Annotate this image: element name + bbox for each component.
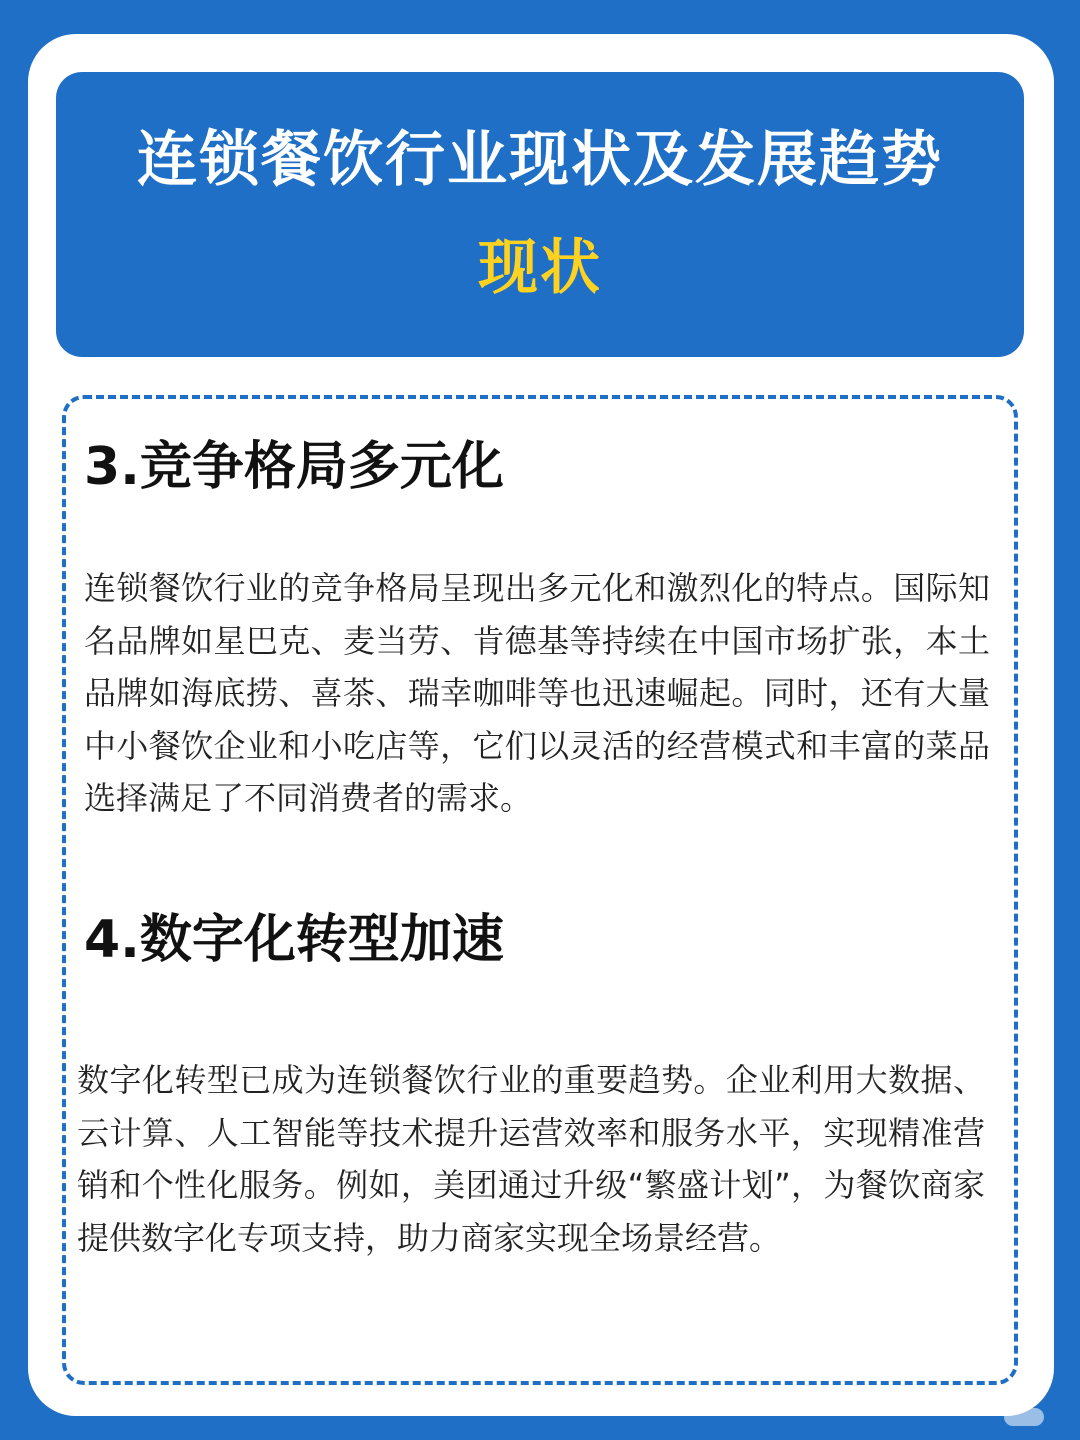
section-heading-digital: 4.数字化转型加速 xyxy=(84,910,504,970)
watermark-logo xyxy=(1004,1408,1044,1426)
section-body-digital: 数字化转型已成为连锁餐饮行业的重要趋势。企业利用大数据、云计算、人工智能等技术提升运营效率和服务水平，实现精准营销和个性化服务。例如，美团通过升级“繁盛计划”，为餐饮商家提供数字化专项支持，助力商家实现全场景经营。 xyxy=(77,1061,985,1257)
title-banner xyxy=(56,72,1024,357)
page-title: 连锁餐饮行业现状及发展趋势 xyxy=(137,125,943,195)
page-subtitle: 现状 xyxy=(478,233,602,303)
section-heading-competition: 3.竞争格局多元化 xyxy=(84,437,504,497)
section-body-competition: 连锁餐饮行业的竞争格局呈现出多元化和激烈化的特点。国际知名品牌如星巴克、麦当劳、肯德基等持续在中国市场扩张，本土品牌如海底捞、喜茶、瑞幸咖啡等也迅速崛起。同时，还有大量中小餐饮企业和小吃店等，它们以灵活的经营模式和丰富的菜品选择满足了不同消费者的需求。 xyxy=(84,569,990,817)
